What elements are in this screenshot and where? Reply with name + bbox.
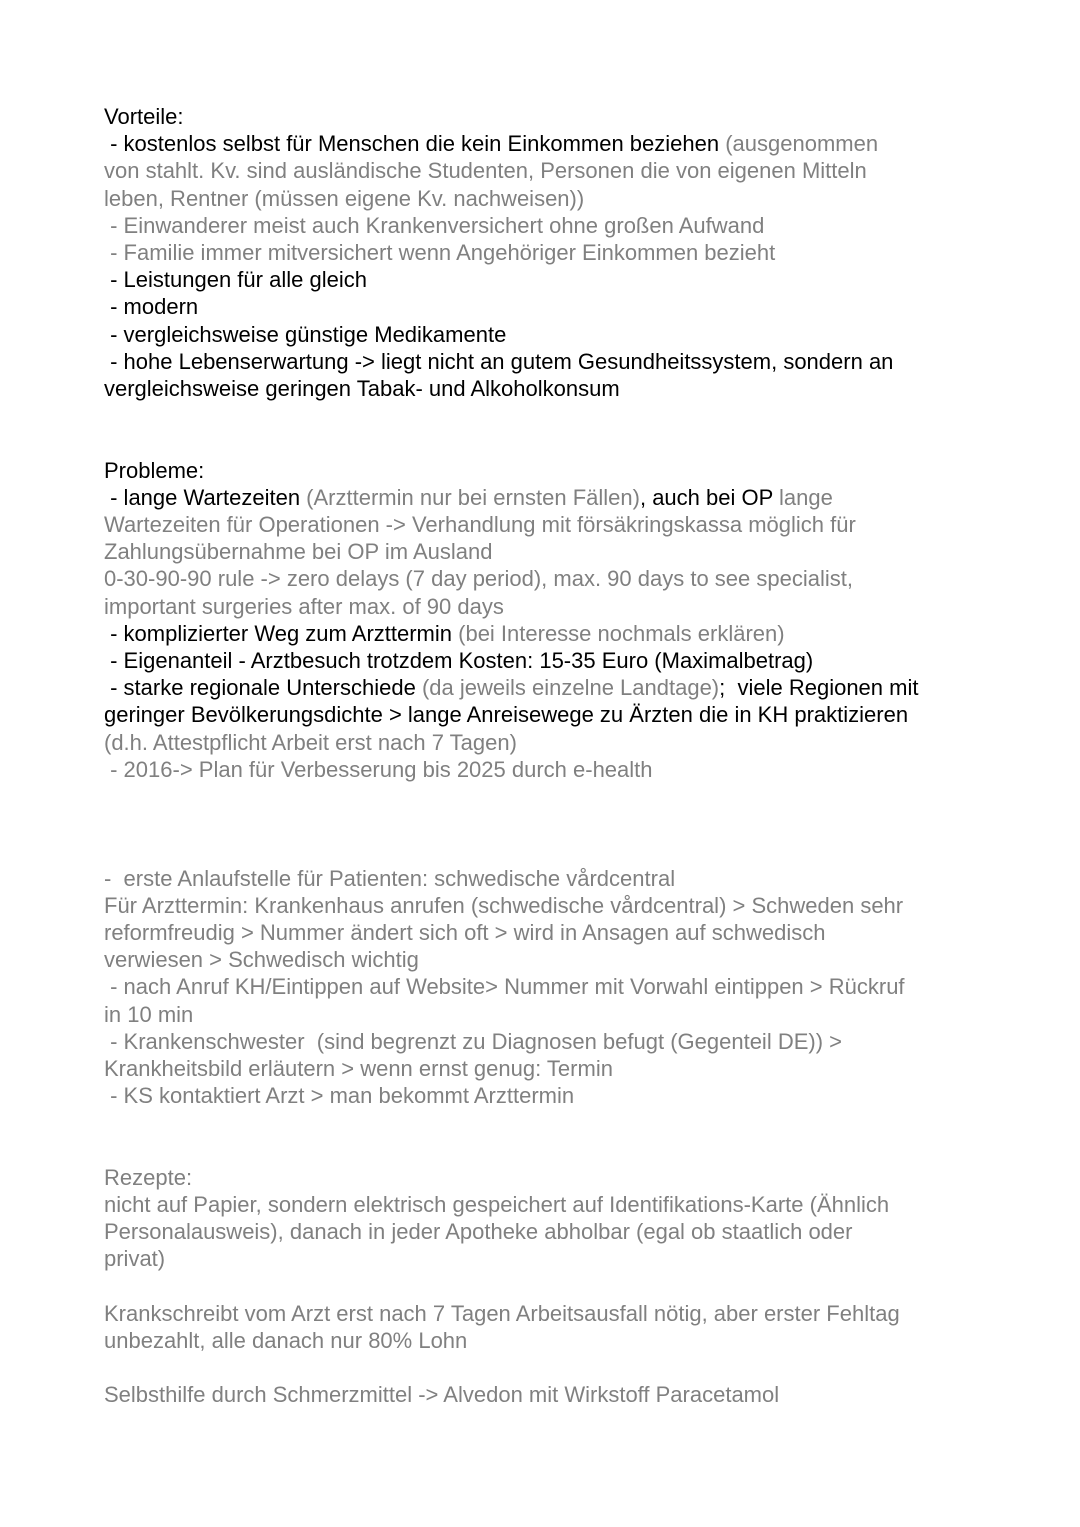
probleme-item-1-note: (Arzttermin nur bei ernsten Fällen)	[300, 484, 640, 510]
krank-line-2: unbezahlt, alle danach nur 80% Lohn	[104, 1328, 468, 1354]
vorteile-item-6: - vergleichsweise günstige Medikamente	[104, 321, 507, 347]
document-page	[104, 103, 1004, 1409]
probleme-heading: Probleme:	[104, 457, 205, 483]
section-anlaufstelle	[104, 865, 1004, 1110]
probleme-item-4-main: - starke regionale Unterschiede	[104, 675, 416, 701]
probleme-item-4-note: (da jeweils einzelne Landtage)	[415, 675, 720, 701]
rezepte-line-1: nicht auf Papier, sondern elektrisch gespeichert auf Identifikations-Karte (Ähnlich	[104, 1192, 890, 1218]
section-probleme	[104, 457, 1004, 783]
probleme-item-1	[104, 484, 1004, 511]
probleme-item-2-main: - komplizierter Weg zum Arzttermin	[104, 620, 453, 646]
anlauf-line-2: Für Arzttermin: Krankenhaus anrufen (schwedische vårdcentral) > Schweden sehr	[104, 892, 904, 918]
probleme-rule-line-1: 0-30-90-90 rule -> zero delays (7 day period), max. 90 days to see specialist,	[104, 566, 853, 592]
probleme-item-1-lange: lange	[772, 484, 833, 510]
krank-line-1: Krankschreibt vom Arzt erst nach 7 Tagen Arbeitsausfall nötig, aber erster Fehltag	[104, 1300, 900, 1326]
vorteile-item-7: - hohe Lebenserwartung -> liegt nicht an gutem Gesundheitssystem, sondern an	[104, 348, 894, 374]
vorteile-item-5: - modern	[104, 294, 199, 320]
anlauf-line-3: reformfreudig > Nummer ändert sich oft > wird in Ansagen auf schwedisch	[104, 920, 826, 946]
vorteile-item-1-note: (ausgenommen	[719, 131, 879, 157]
vorteile-item-1	[104, 130, 1004, 157]
probleme-item-1-main: - lange Wartezeiten	[104, 484, 301, 510]
section-selbsthilfe	[104, 1381, 1004, 1408]
spacer	[104, 783, 1004, 865]
section-rezepte	[104, 1164, 1004, 1273]
vorteile-item-2: - Einwanderer meist auch Krankenversichert ohne großen Aufwand	[104, 212, 765, 238]
probleme-rule-line-2: important surgeries after max. of 90 days	[104, 593, 504, 619]
rezepte-heading: Rezepte:	[104, 1164, 193, 1190]
vorteile-item-1-cont-2: leben, Rentner (müssen eigene Kv. nachweisen))	[104, 185, 585, 211]
anlauf-line-4: verwiesen > Schwedisch wichtig	[104, 947, 419, 973]
vorteile-item-3: - Familie immer mitversichert wenn Angehöriger Einkommen bezieht	[104, 240, 776, 266]
probleme-item-5: - 2016-> Plan für Verbesserung bis 2025 durch e-health	[104, 756, 653, 782]
anlauf-line-9: - KS kontaktiert Arzt > man bekommt Arzttermin	[104, 1083, 575, 1109]
anlauf-line-5: - nach Anruf KH/Eintippen auf Website> Nummer mit Vorwahl eintippen > Rückruf	[104, 974, 905, 1000]
probleme-item-1-cont-1: Wartezeiten für Operationen -> Verhandlung mit försäkringskassa möglich für	[104, 512, 856, 538]
spacer	[104, 1109, 1004, 1163]
vorteile-item-1-cont-1: von stahlt. Kv. sind ausländische Studenten, Personen die von eigenen Mitteln	[104, 158, 867, 184]
spacer	[104, 1273, 1004, 1300]
probleme-item-2	[104, 620, 1004, 647]
probleme-item-4	[104, 674, 1004, 701]
probleme-item-4-cont: geringer Bevölkerungsdichte > lange Anreisewege zu Ärzten die in KH praktizieren	[104, 702, 909, 728]
spacer	[104, 1354, 1004, 1381]
vorteile-item-7-cont: vergleichsweise geringen Tabak- und Alkoholkonsum	[104, 376, 620, 402]
anlauf-line-8: Krankheitsbild erläutern > wenn ernst genug: Termin	[104, 1056, 613, 1082]
probleme-item-4-note-line: (d.h. Attestpflicht Arbeit erst nach 7 Tagen)	[104, 729, 517, 755]
selbsthilfe-line-1: Selbsthilfe durch Schmerzmittel -> Alvedon mit Wirkstoff Paracetamol	[104, 1382, 780, 1408]
probleme-item-4-tail: ; viele Regionen mit	[719, 675, 919, 701]
vorteile-item-4: - Leistungen für alle gleich	[104, 267, 367, 293]
anlauf-line-6: in 10 min	[104, 1001, 194, 1027]
anlauf-line-1: - erste Anlaufstelle für Patienten: schwedische vårdcentral	[104, 865, 676, 891]
probleme-item-2-note: (bei Interesse nochmals erklären)	[452, 620, 785, 646]
spacer	[104, 402, 1004, 456]
vorteile-item-1-main: - kostenlos selbst für Menschen die kein Einkommen beziehen	[104, 131, 720, 157]
anlauf-line-7: - Krankenschwester (sind begrenzt zu Diagnosen befugt (Gegenteil DE)) >	[104, 1028, 842, 1054]
section-krankschreibung	[104, 1300, 1004, 1354]
probleme-item-1-cont-2: Zahlungsübernahme bei OP im Ausland	[104, 539, 493, 565]
rezepte-line-2: Personalausweis), danach in jeder Apotheke abholbar (egal ob staatlich oder	[104, 1219, 853, 1245]
probleme-item-3: - Eigenanteil - Arztbesuch trotzdem Kosten: 15-35 Euro (Maximalbetrag)	[104, 648, 814, 674]
probleme-item-1-op: , auch bei OP	[639, 484, 773, 510]
rezepte-line-3: privat)	[104, 1246, 166, 1272]
section-vorteile	[104, 103, 1004, 402]
vorteile-heading: Vorteile:	[104, 104, 184, 129]
